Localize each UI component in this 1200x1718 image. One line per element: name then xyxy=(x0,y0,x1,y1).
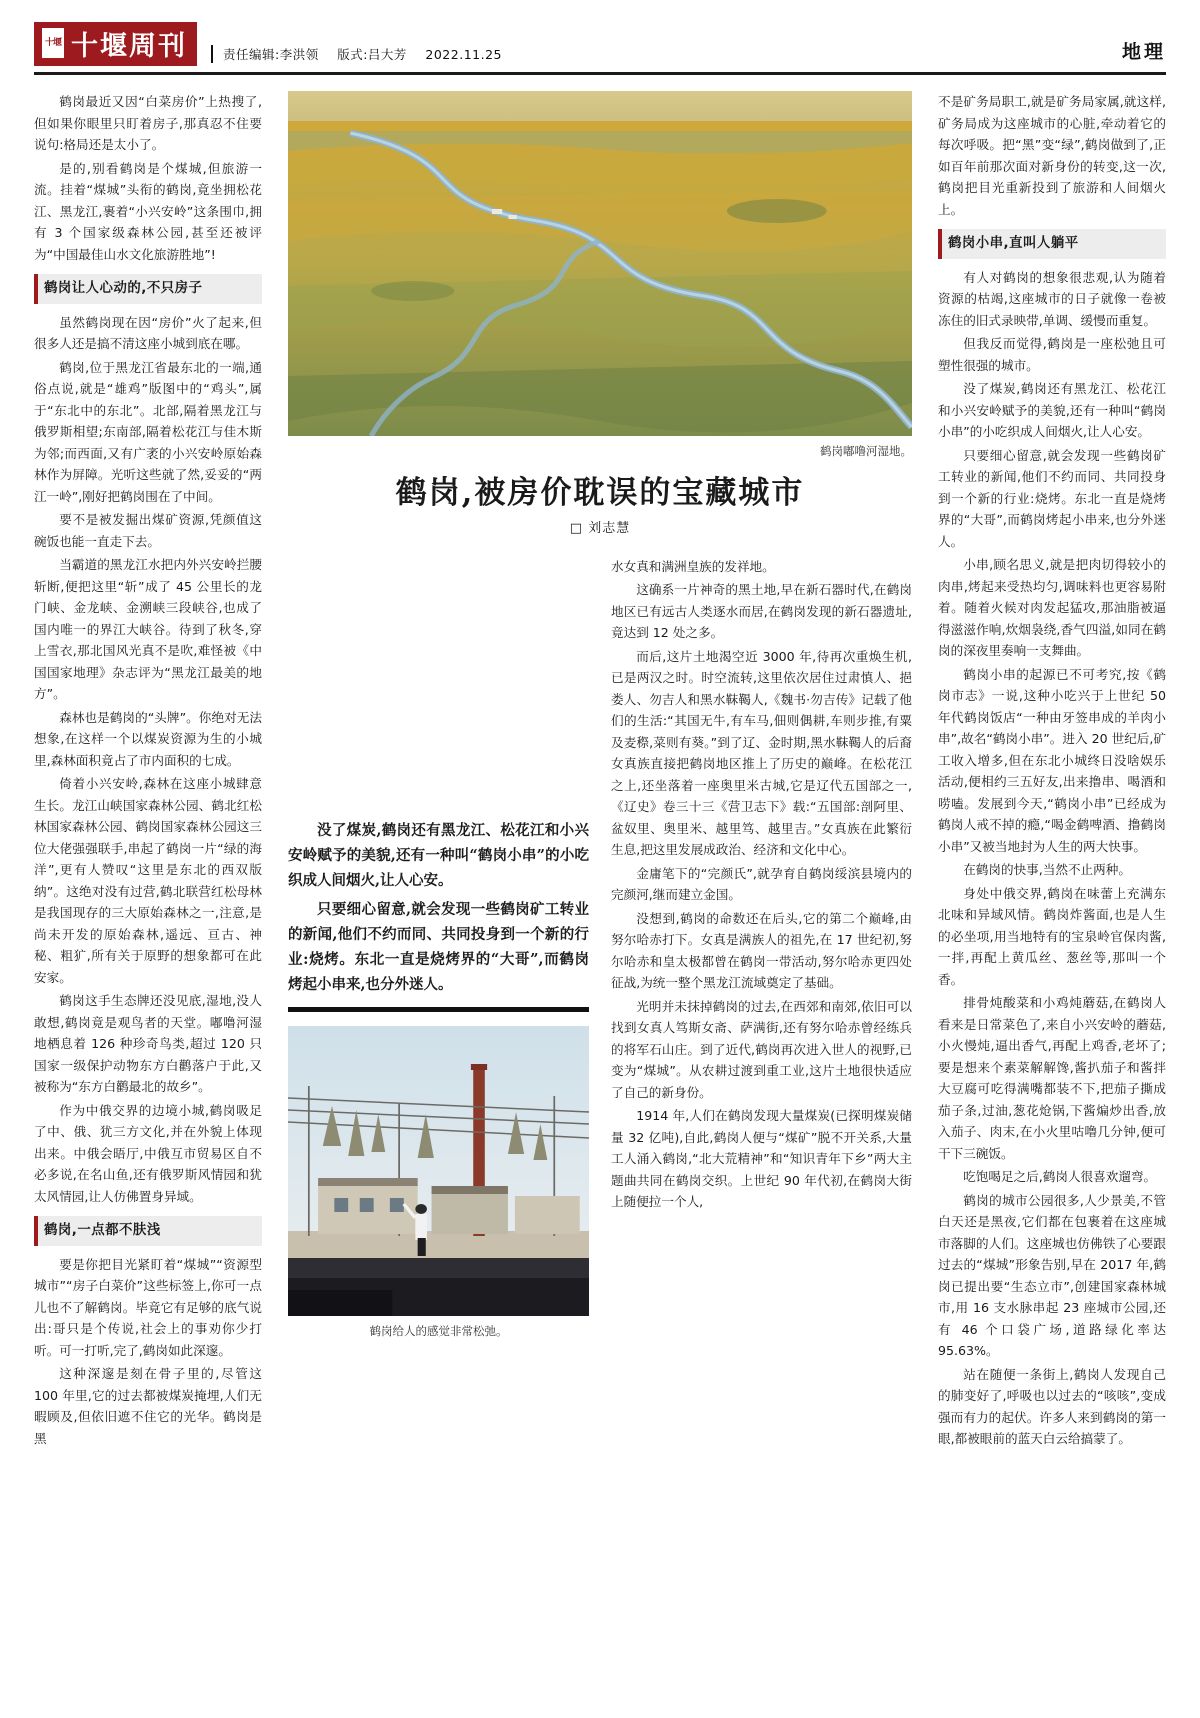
pull-quote-paragraph: 只要细心留意,就会发现一些鹤岗矿工转业的新闻,他们不约而同、共同投身到一个新的行业:烧烤。东北一直是烧烤界的“大哥”,而鹤岗烤起小串来,也分外迷人。 xyxy=(288,900,589,993)
paragraph: 不是矿务局职工,就是矿务局家属,就这样,矿务局成为这座城市的心脏,牵动着它的每次呼吸。把“黑”变“绿”,鹤岗做到了,正如百年前那次面对新身份的转变,这一次,鹤岗把目光重新投到了旅游和人间烟火上。 xyxy=(938,94,1166,217)
paragraph: 鹤岗这手生态牌还没见底,湿地,没人敢想,鹤岗竟是观鸟者的天堂。嘟噜河湿地栖息着 126 种珍奇鸟类,超过 120 只国家一级保护动物东方白鹳落户于此,又被称为“东方白鹳最北的故乡”。 xyxy=(34,993,262,1094)
hero-photo xyxy=(288,91,912,436)
street-photo xyxy=(288,1026,589,1316)
paragraph: 作为中俄交界的边境小城,鹤岗吸足了中、俄、犹三方文化,并在外貌上体现出来。中俄会晤厅,中俄互市贸易区自不必多说,在名山鱼,还有俄罗斯风情园和犹太风情园,让人仿佛置身异域。 xyxy=(34,1102,262,1204)
paragraph: 这确系一片神奇的黑土地,早在新石器时代,在鹤岗地区已有远古人类逐水而居,在鹤岗发现的新石器遗址,竟达到 12 处之多。 xyxy=(611,582,912,640)
paragraph: 鹤岗,位于黑龙江省最东北的一端,通俗点说,就是“雄鸡”版图中的“鸡头”,属于“东北中的东北”。北部,隔着黑龙江与俄罗斯相望;东南部,隔着松花江与佳木斯为邻;而西面,又有广袤的小兴安岭原始森林作为屏障。光听这些就了然,妥妥的“两江一岭”,刚好把鹤岗围在了中间。 xyxy=(34,359,262,504)
right-column xyxy=(938,91,1166,1651)
paragraph: 排骨炖酸菜和小鸡炖蘑菇,在鹤岗人看来是日常菜色了,来自小兴安岭的蘑菇,小火慢炖,逼出香气,再配上鸡香,老坏了;要是想来个素菜解解馋,酱扒茄子和酱拌大豆腐可吃得满嘴都装不下,把茄子撕成茄子条,过油,葱花炝锅,下酱煸炒出香,放入茄子、肉末,在小火里咕噜几分钟,便可干下三碗饭。 xyxy=(938,995,1166,1161)
pull-quote-paragraph: 没了煤炭,鹤岗还有黑龙江、松花江和小兴安岭赋予的美貌,还有一种叫“鹤岗小串”的小吃织成人间烟火,让人心安。 xyxy=(288,821,589,889)
masthead xyxy=(34,22,1166,75)
paragraph: 只要细心留意,就会发现一些鹤岗矿工转业的新闻,他们不约而同、共同投身到一个新的行业:烧烤。东北一直是烧烤界的“大哥”,而鹤岗烤起小串来,也分外迷人。 xyxy=(938,447,1166,549)
paragraph: 当霸道的黑龙江水把内外兴安岭拦腰斩断,便把这里“斩”成了 45 公里长的龙门峡、金龙峡、金溯峡三段峡谷,也成了国内唯一的界江大峡谷。待到了秋冬,穿上雪衣,那北国风光真不是吹,难怪被《中国国家地理》杂志评为“黑龙江最美的地方”。 xyxy=(34,557,262,701)
editor-label: 责任编辑:李洪领 xyxy=(223,47,319,62)
paragraph: 要不是被发掘出煤矿资源,凭颜值这碗饭也能一直走下去。 xyxy=(34,512,262,549)
paragraph: 但我反而觉得,鹤岗是一座松弛且可塑性很强的城市。 xyxy=(938,336,1166,373)
publication-title: 十堰周刊 xyxy=(71,30,187,62)
publication-logo xyxy=(34,22,197,66)
paragraph: 而后,这片土地渴空近 3000 年,待再次重焕生机,已是两汉之时。时空流转,这里依次居住过肃慎人、挹娄人、勿吉人和黑水靺鞨人,《魏书·勿吉传》记载了他们的生活:“其国无牛,有车马,佃则偶耕,车则步推,有粟及麦穄,菜则有葵。”到了辽、金时期,黑水靺鞨人的后裔女真族直接把鹤岗地区推上了历史的巅峰。在松花江之上,还坐落着一座奥里米古城,它是辽代五国部之一,《辽史》卷三十三《营卫志下》载:“五国部:剖阿里、盆奴里、奥里米、越里笃、越里吉。”女真族在此繁衍生息,把这里发展成政治、经济和文化中心。 xyxy=(611,648,912,857)
paragraph: 没了煤炭,鹤岗还有黑龙江、松花江和小兴安岭赋予的美貌,还有一种叫“鹤岗小串”的小吃织成人间烟火,让人心安。 xyxy=(938,381,1166,439)
paragraph: 森林也是鹤岗的“头牌”。你绝对无法想象,在这样一个以煤炭资源为生的小城里,森林面积竟占了市内面积的七成。 xyxy=(34,709,262,768)
paragraph: 倚着小兴安岭,森林在这座小城肆意生长。龙江山峡国家森林公园、鹤北红松林国家森林公园、鹤岗国家森林公园这三位大佬强强联手,串起了鹤岗一片“绿的海洋”,更有人赞叹“这里是东北的西双版纳”。这绝对没有过营,鹤北联营红松母林是我国现存的三大原始森林之一,注意,是尚未开发的原始森林,遥远、亘古、神秘、粗犷,所有关于原野的想象都可在此安家。 xyxy=(34,776,262,985)
paragraph: 有人对鹤岗的想象很悲观,认为随着资源的枯竭,这座城市的日子就像一卷被冻住的旧式录映带,单调、缓慢而重复。 xyxy=(938,269,1166,328)
paragraph: 没想到,鹤岗的命数还在后头,它的第二个巅峰,由努尔哈赤打下。女真是满族人的祖先,在 17 世纪初,努尔哈赤和皇太极都曾在鹤岗一带活动,努尔哈赤更四处征战,为统一整个黑龙江流域奠定了基础。 xyxy=(611,910,912,990)
masthead-meta xyxy=(211,45,516,63)
center-right-sub xyxy=(611,556,912,1652)
hero-photo-caption: 鹤岗嘟噜河湿地。 xyxy=(820,444,912,458)
center-left-sub xyxy=(288,556,589,1652)
subheading: 鹤岗小串,直叫人躺平 xyxy=(938,229,1166,259)
subheading: 鹤岗让人心动的,不只房子 xyxy=(34,274,262,304)
paragraph: 要是你把目光紧盯着“煤城”“资源型城市”“房子白菜价”这些标签上,你可一点儿也不了解鹤岗。毕竟它有足够的底气说出:哥只是个传说,社会上的事劝你少打听。可一打听,完了,鹤岗如此深邃。 xyxy=(34,1256,262,1358)
paragraph: 是的,别看鹤岗是个煤城,但旅游一流。挂着“煤城”头衔的鹤岗,竟坐拥松花江、黑龙江,裹着“小兴安岭”这条围巾,拥有 3 个国家级森林公园,甚至还被评为“中国最佳山水文化旅游胜地”! xyxy=(34,160,262,262)
paragraph: 吃饱喝足之后,鹤岗人很喜欢遛弯。 xyxy=(963,1169,1157,1184)
paragraph: 在鹤岗的快事,当然不止两种。 xyxy=(963,862,1131,877)
left-column xyxy=(34,91,262,1651)
divider-rule xyxy=(288,1007,589,1012)
paragraph: 虽然鹤岗现在因“房价”火了起来,但很多人还是搞不清这座小城到底在哪。 xyxy=(34,314,262,351)
paragraph: 小串,顾名思义,就是把肉切得较小的肉串,烤起来受热均匀,调味料也更容易附着。随着火候对肉发起猛攻,那油脂被逼得滋滋作响,炊烟袅绕,香气四溢,如同在鹤岗的深夜里奏响一支舞曲。 xyxy=(938,557,1166,658)
article-body xyxy=(34,91,1166,1651)
paragraph: 金庸笔下的“完颜氏”,就孕育自鹤岗绥滨县境内的完颜河,继而建立金国。 xyxy=(611,865,912,902)
paragraph: 1914 年,人们在鹤岗发现大量煤炭(已探明煤炭储量 32 亿吨),自此,鹤岗人便与“煤矿”脱不开关系,大量工人涌入鹤岗,“北大荒精神”和“知识青年下乡”两大主题曲共同在鹤岗交织。上世纪 90 年代初,在鹤岗大街上随便拉一个人, xyxy=(611,1108,912,1209)
paragraph: 站在随便一条街上,鹤岗人发现自己的肺变好了,呼吸也以过去的“咳咳”,变成强而有力的起伏。许多人来到鹤岗的第一眼,都被眼前的蓝天白云给搞蒙了。 xyxy=(938,1366,1166,1446)
paragraph: 这种深邃是刻在骨子里的,尽管这 100 年里,它的过去都被煤炭掩埋,人们无暇顾及,但依旧遮不住它的光华。鹤岗是黑 xyxy=(34,1366,262,1446)
subheading: 鹤岗,一点都不肤浅 xyxy=(34,1216,262,1246)
street-photo-caption: 鹤岗给人的感觉非常松弛。 xyxy=(369,1323,508,1338)
center-column xyxy=(288,91,912,1651)
street-photo-illustration xyxy=(288,1026,589,1316)
article-byline: □ 刘志慧 xyxy=(569,521,631,536)
section-name: 地理 xyxy=(1121,41,1166,63)
paragraph: 鹤岗的城市公园很多,人少景美,不管白天还是黑夜,它们都在包裹着在这座城市落脚的人们。这座城也仿佛铁了心要跟过去的“煤城”形象告别,早在 2017 年,鹤岗已提出要“生态立市”,创建国家森林城市,用 16 支水脉串起 23 座城市公园,还有 46 个口袋广场,道路绿化率达 95.63%。 xyxy=(938,1192,1166,1358)
paragraph: 鹤岗最近又因“白菜房价”上热搜了,但如果你眼里只盯着房子,那真忍不住要说句:格局还是太小了。 xyxy=(34,94,262,152)
paragraph: 水女真和满洲皇族的发祥地。 xyxy=(611,558,775,574)
issue-date: 2022.11.25 xyxy=(425,47,502,62)
pull-quote xyxy=(288,818,589,997)
paragraph: 身处中俄交界,鹤岗在味蕾上充满东北味和异域风情。鹤岗炸酱面,也是人生的必坐项,用当地特有的宝泉岭官保肉酱,一拌,再配上黄瓜丝、葱丝等,那叫一个香。 xyxy=(938,885,1166,987)
hero-photo-illustration xyxy=(288,91,912,436)
logo-mark-icon: 十堰 xyxy=(42,28,64,58)
layout-label: 版式:吕大芳 xyxy=(337,47,407,62)
article-headline: 鹤岗,被房价耽误的宝藏城市 xyxy=(395,474,805,511)
paragraph: 光明并未抹掉鹤岗的过去,在西郊和南郊,依旧可以找到女真人笃斯女斋、萨满街,还有努尔哈赤曾经练兵的将军石山庄。到了近代,鹤岗再次进入世人的视野,已变为“煤城”。从农耕过渡到重工业,这片土地很快适应了自己的新身份。 xyxy=(611,998,912,1100)
center-sub-columns xyxy=(288,556,912,1652)
paragraph: 鹤岗小串的起源已不可考究,按《鹤岗市志》一说,这种小吃兴于上世纪 50 年代鹤岗饭店“一种由牙签串成的羊肉小串”,故名“鹤岗小串”。进入 20 世纪后,矿工收入增多,但在东北小城终日没啥娱乐活动,便相约三五好友,出来撸串、喝酒和唠嗑。发展到今天,“鹤岗小串”已经成为鹤岗人戒不掉的瘾,“喝金鹤啤酒、撸鹤岗小串”又被当地封为人生的两大快事。 xyxy=(938,666,1166,854)
